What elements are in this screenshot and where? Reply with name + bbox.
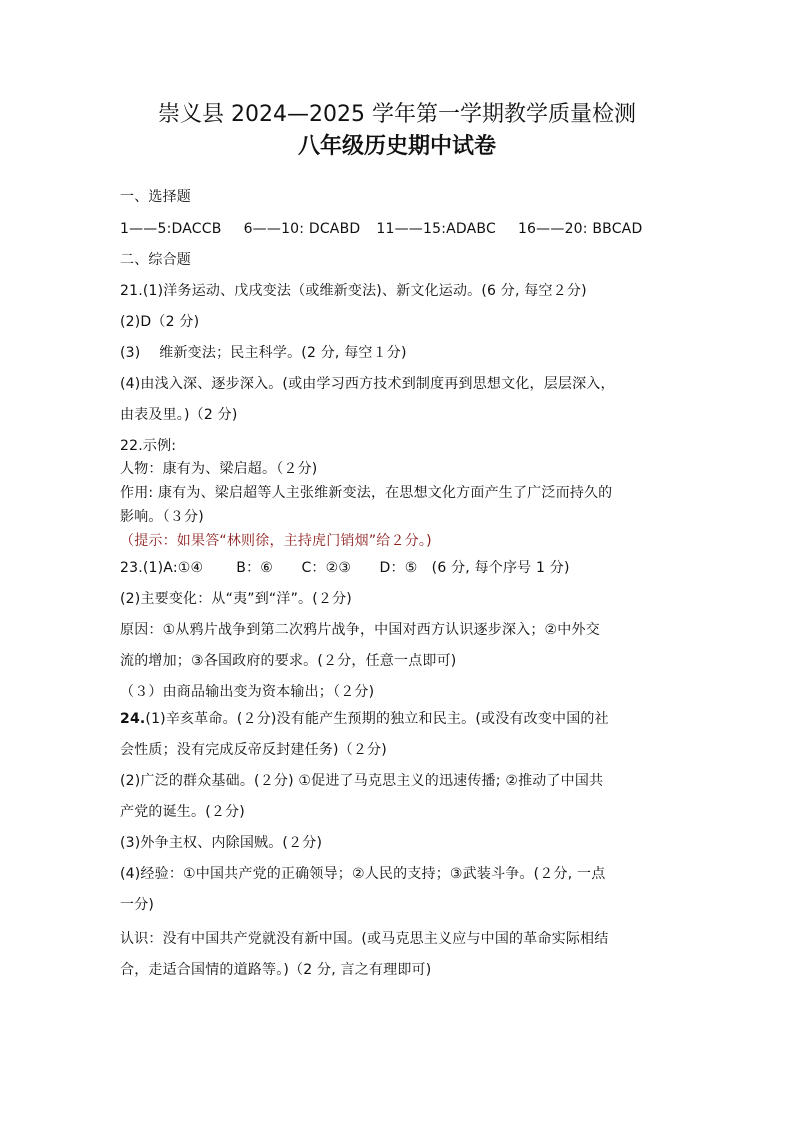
q24-part1-line1: [120, 709, 609, 729]
q21-part2: (2)D（2 分): [120, 314, 200, 330]
q21-part3: (3) 维新变法；民主科学。(2 分, 每空１分): [120, 345, 407, 361]
q24-part2-line1: (2)广泛的群众基础。(２分) ①促进了马克思主义的迅速传播; ②推动了中国共: [120, 773, 604, 789]
q24-part3: (3)外争主权、内除国贼。(２分): [120, 835, 323, 851]
choice-answers-row: [120, 219, 642, 239]
choice-answer-1-5: 1——5:DACCB: [120, 221, 222, 237]
q22-effect-line2: 影响。（３分): [120, 509, 204, 525]
section-heading-comprehensive: 二、综合题: [120, 252, 191, 268]
q23-reason-line1: 原因：①从鸦片战争到第二次鸦片战争，中国对西方认识逐步深入；②中外交: [120, 622, 600, 638]
q24-part1-line2: 会性质；没有完成反帝反封建任务)（２分): [120, 742, 387, 758]
q24-number: 24.: [120, 711, 146, 727]
q23-part2: (2)主要变化：从“夷”到“洋”。(２分): [120, 591, 352, 607]
q23-part1: 23.(1)A:①④ B：⑥ C：②③ D：⑤ (6 分, 每个序号 1 分): [120, 560, 570, 576]
q24-view-line2: 合，走适合国情的道路等。)（2 分, 言之有理即可): [120, 962, 432, 978]
q24-part2-line2: 产党的诞生。(２分): [120, 804, 245, 820]
q22-heading: 22.示例:: [120, 438, 177, 454]
q21-part4-line1: (4)由浅入深、逐步深入。(或由学习西方技术到制度再到思想文化，层层深入，: [120, 376, 615, 392]
document-subtitle: 八年级历史期中试卷: [297, 134, 496, 159]
q21-part4-line2: 由表及里。)（2 分): [120, 407, 238, 423]
q24-view-line1: 认识：没有中国共产党就没有新中国。(或马克思主义应与中国的革命实际相结: [120, 931, 609, 947]
section-heading-choice: 一、选择题: [120, 189, 191, 205]
q23-reason-line2: 流的增加；③各国政府的要求。(２分，任意一点即可): [120, 653, 457, 669]
choice-answer-11-15: 11——15:ADABC: [376, 221, 496, 237]
q22-people: 人物：康有为、梁启超。（２分): [120, 461, 318, 477]
q21-part1: 21.(1)洋务运动、戊戌变法（或维新变法)、新文化运动。(6 分, 每空２分): [120, 283, 587, 299]
q23-part3: （３）由商品输出变为资本输出；（２分): [120, 684, 375, 700]
q24-part1-text: (1)辛亥革命。(２分)没有能产生预期的独立和民主。(或没有改变中国的社: [145, 711, 609, 727]
q22-effect-line1: 作用: 康有为、梁启超等人主张维新变法，在思想文化方面产生了广泛而持久的: [120, 485, 613, 501]
choice-answer-16-20: 16——20: BBCAD: [517, 221, 643, 237]
q24-part4-line1: (4)经验：①中国共产党的正确领导；②人民的支持；③武装斗争。(２分, 一点: [120, 866, 606, 882]
q22-hint: （提示：如果答“林则徐，主持虎门销烟”给２分。): [120, 533, 432, 549]
q24-part4-line2: 一分): [120, 897, 155, 913]
choice-answer-6-10: 6——10: DCABD: [243, 221, 361, 237]
document-title: 崇义县 2024—2025 学年第一学期教学质量检测: [158, 102, 636, 127]
